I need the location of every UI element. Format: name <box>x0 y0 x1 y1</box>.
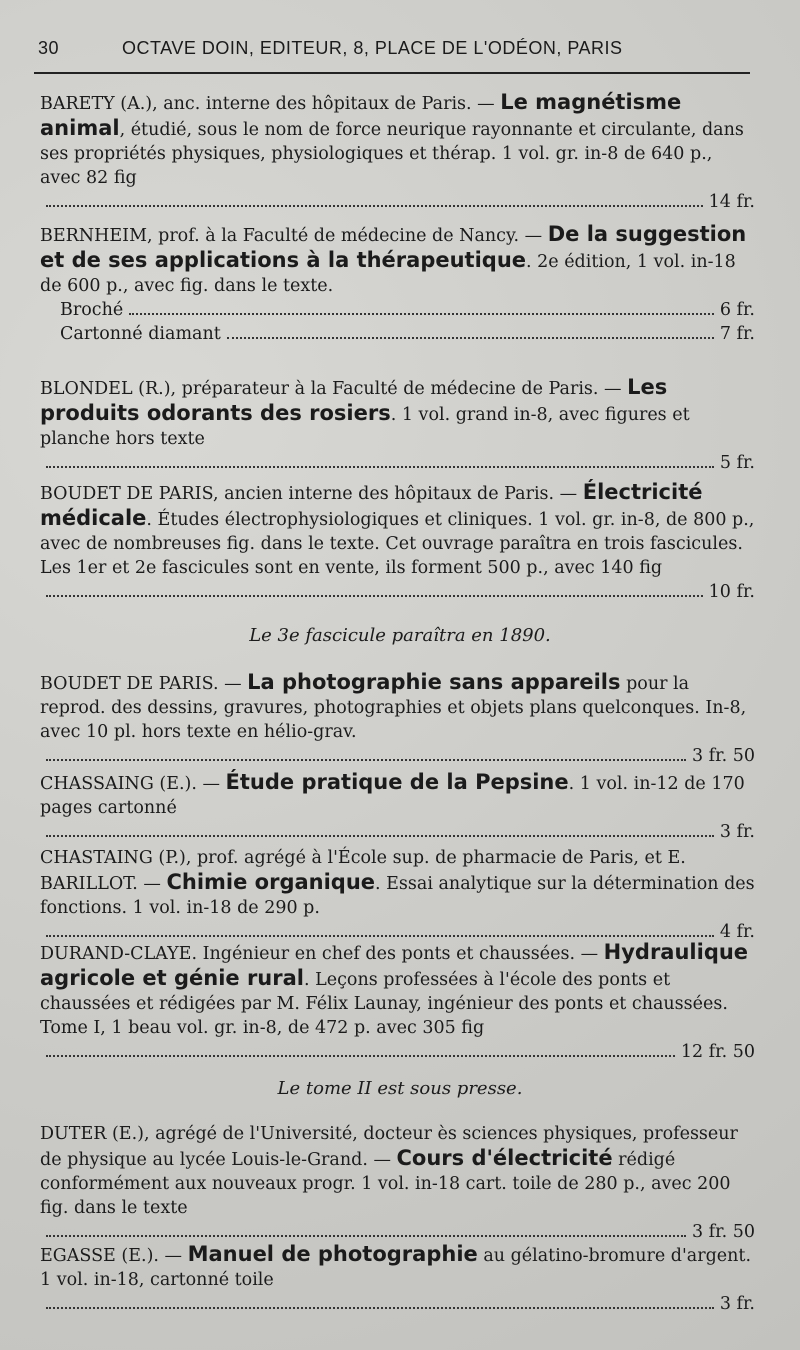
entry-title: La photographie sans appareils <box>247 670 621 694</box>
entry-description: rédigé conformément aux nouveaux progr. 1 vol. in-18 cart. toile de 280 p., avec 200 fig. dans le texte <box>40 1150 731 1218</box>
entry-author: CHASSAING (E.). — <box>40 774 226 794</box>
entry-author: DURAND-CLAYE. Ingénieur en chef des ponts et chaussées. — <box>40 944 604 964</box>
entry-title: Chimie organique <box>166 870 376 894</box>
price-line <box>40 1220 755 1244</box>
binding-label: Cartonné diamant <box>60 324 221 344</box>
price-line <box>40 190 755 214</box>
entry-price: 12 fr. 50 <box>680 1042 755 1062</box>
leader-dots <box>46 935 714 937</box>
price-line <box>40 1040 755 1064</box>
entry-price: 3 fr. 50 <box>691 746 755 766</box>
price-line <box>40 451 755 475</box>
leader-dots <box>46 759 686 761</box>
catalog-entry-chassaing <box>40 770 755 844</box>
entry-description: pour la reprod. des dessins, gravures, photographies et objets plans quelconques. In-8, avec 10 pl. hors texte en hélio-grav. <box>40 674 747 742</box>
price-line <box>40 1292 755 1316</box>
entry-description: . 1 vol. in-12 de 170 pages cartonné <box>40 774 745 818</box>
entry-title: Manuel de photographie <box>187 1242 478 1266</box>
entry-author: BOUDET DE PARIS. — <box>40 674 248 694</box>
entry-author: BERNHEIM, prof. à la Faculté de médecine de Nancy. — <box>40 226 548 246</box>
leader-dots <box>46 205 703 207</box>
price-line <box>40 820 755 844</box>
publisher-line: OCTAVE DOIN, EDITEUR, 8, PLACE DE L'ODÉON, PARIS <box>122 38 623 58</box>
entry-price: 14 fr. <box>708 192 755 212</box>
catalog-entry-barety <box>40 90 755 214</box>
catalog-entry-duter <box>40 1122 755 1244</box>
entry-title: Cours d'électricité <box>396 1146 613 1170</box>
binding-label: Broché <box>60 300 124 320</box>
price-line <box>40 322 755 346</box>
page-header <box>38 38 750 68</box>
leader-dots <box>46 595 703 597</box>
entry-title: Électricité médicale <box>40 480 703 530</box>
catalog-entry-durand-claye <box>40 940 755 1064</box>
entry-description: au gélatino-bromure d'argent. 1 vol. in-18, cartonné toile <box>40 1246 752 1290</box>
entry-author: CHASTAING (P.), prof. agrégé à l'École sup. de pharmacie de Paris, et E. BARILLOT. — <box>40 848 686 894</box>
entry-price: 4 fr. <box>719 922 755 942</box>
entry-title: Les produits odorants des rosiers <box>40 375 668 425</box>
entry-description: . 1 vol. grand in-8, avec figures et planche hors texte <box>40 405 690 449</box>
catalog-entry-egasse <box>40 1242 755 1316</box>
entry-price: 6 fr. <box>719 300 755 320</box>
entry-title: De la suggestion et de ses applications à la thérapeutique <box>40 222 747 272</box>
price-line <box>40 298 755 322</box>
price-line <box>40 580 755 604</box>
entry-author: EGASSE (E.). — <box>40 1246 188 1266</box>
catalog-entry-blondel <box>40 375 755 475</box>
price-line <box>40 744 755 768</box>
leader-dots <box>129 313 714 315</box>
catalog-entry-chastaing <box>40 846 755 944</box>
entry-title: Étude pratique de la Pepsine <box>225 770 569 794</box>
leader-dots <box>227 337 714 339</box>
catalog-entry-bernheim <box>40 222 755 346</box>
entry-price: 10 fr. <box>708 582 755 602</box>
entry-price: 3 fr. 50 <box>691 1222 755 1242</box>
entry-author: BLONDEL (R.), préparateur à la Faculté de médecine de Paris. — <box>40 379 628 399</box>
entry-price: 3 fr. <box>719 1294 755 1314</box>
entry-description: . Essai analytique sur la détermination des fonctions. 1 vol. in-18 de 290 p. <box>40 874 755 918</box>
entry-description: , étudié, sous le nom de force neurique rayonnante et circulante, dans ses propriétés physiques, physiologiques et thérap. 1 vol. gr. in-8 de 640 p., avec 82 fig <box>40 120 744 188</box>
catalog-entry-boudet-photographie <box>40 670 755 768</box>
entry-author: BARETY (A.), anc. interne des hôpitaux de Paris. — <box>40 94 501 114</box>
fascicule-note: Le 3e fascicule paraîtra en 1890. <box>249 625 551 646</box>
leader-dots <box>46 1235 686 1237</box>
entry-description: . Études électrophysiologiques et cliniques. 1 vol. gr. in-8, de 800 p., avec de nombreuses fig. dans le texte. Cet ouvrage paraîtra en trois fascicules. Les 1er et 2e fascicules sont en vente, ils forment 500 p., avec 140 fig <box>40 510 755 578</box>
entry-author: BOUDET DE PARIS, ancien interne des hôpitaux de Paris. — <box>40 484 583 504</box>
leader-dots <box>46 835 714 837</box>
entry-price: 7 fr. <box>719 324 755 344</box>
leader-dots <box>46 1055 675 1057</box>
entry-price: 3 fr. <box>719 822 755 842</box>
leader-dots <box>46 1307 714 1309</box>
catalog-entry-boudet-electricite <box>40 480 755 604</box>
tome-note: Le tome II est sous presse. <box>277 1078 523 1099</box>
header-rule <box>34 72 750 74</box>
entry-price: 5 fr. <box>719 453 755 473</box>
entry-description: . 2e édition, 1 vol. in-18 de 600 p., avec fig. dans le texte. <box>40 252 736 296</box>
leader-dots <box>46 466 714 468</box>
page-number: 30 <box>38 38 60 58</box>
entry-author: DUTER (E.), agrégé de l'Université, docteur ès sciences physiques, professeur de physique au lycée Louis-le-Grand. — <box>40 1124 738 1170</box>
entry-title: Hydraulique agricole et génie rural <box>40 940 749 990</box>
entry-description: . Leçons professées à l'école des ponts et chaussées et rédigées par M. Félix Launay, ingénieur des ponts et chaussées. Tome I, 1 beau vol. gr. in-8, de 472 p. avec 305 fig <box>40 970 728 1038</box>
entry-title: Le magnétisme animal <box>40 90 682 140</box>
